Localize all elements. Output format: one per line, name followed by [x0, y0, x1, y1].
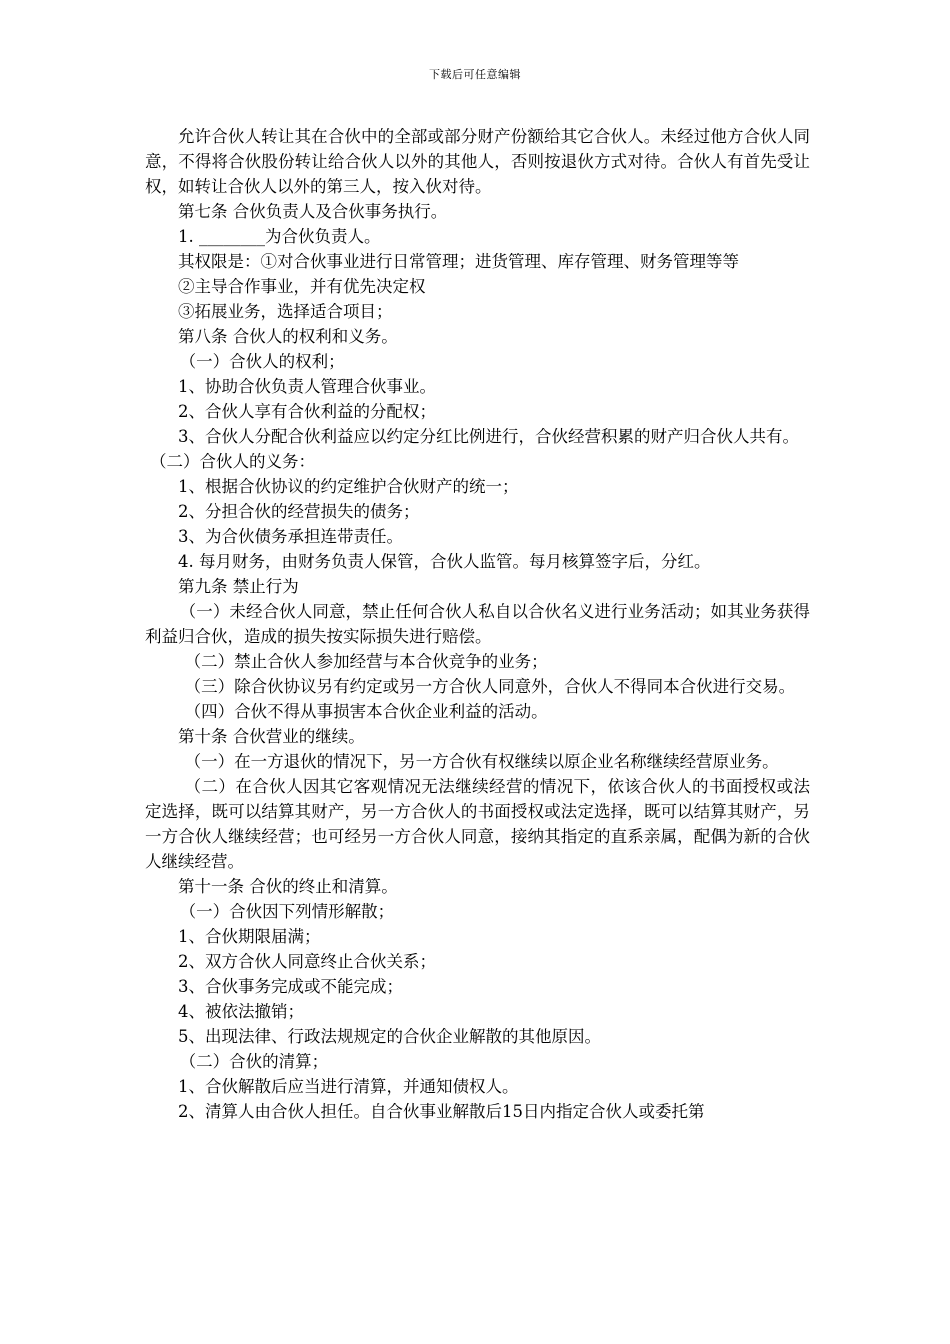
- article-8-heading: 第八条 合伙人的权利和义务。: [178, 327, 398, 346]
- list-item: （三）除合伙协议另有约定或另一方合伙人同意外，合伙人不得同本合伙进行交易。: [184, 677, 796, 696]
- article-11-heading: 第十一条 合伙的终止和清算。: [178, 877, 398, 896]
- list-item: ③拓展业务，选择适合项目；: [178, 302, 393, 321]
- section-heading: （二）合伙人的义务：: [149, 452, 315, 471]
- list-item: 4. 每月财务，由财务负责人保管，合伙人监管。每月核算签字后，分红。: [178, 552, 711, 571]
- list-item: （二）禁止合伙人参加经营与本合伙竞争的业务；: [184, 652, 548, 671]
- list-item: 1. ________为合伙负责人。: [178, 227, 381, 246]
- list-item: 1、根据合伙协议的约定维护合伙财产的统一；: [178, 477, 519, 496]
- section-heading: （一）合伙人的权利；: [179, 352, 345, 371]
- list-item: 5、出现法律、行政法规规定的合伙企业解散的其他原因。: [178, 1027, 601, 1046]
- section-heading: （一）合伙因下列情形解散；: [179, 902, 395, 921]
- article-9-heading: 第九条 禁止行为: [178, 577, 299, 596]
- list-item: 2、分担合伙的经营损失的债务；: [178, 502, 420, 521]
- paragraph-transfer: 允许合伙人转让其在合伙中的全部或部分财产份额给其它合伙人。未经过他方合伙人同意，不得将合伙股份转让给合伙人以外的其他人，否则按退伙方式对待。合伙人有首先受让权，如转让合伙人以外的第三人，按入伙对待。: [145, 127, 810, 196]
- list-item: 3、合伙人分配合伙利益应以约定分红比例进行，合伙经营积累的财产归合伙人共有。: [178, 427, 799, 446]
- list-item: 1、合伙解散后应当进行清算，并通知债权人。: [178, 1077, 519, 1096]
- paragraph-authority: 其权限是：①对合伙事业进行日常管理；进货管理、库存管理、财务管理等等: [178, 252, 739, 271]
- page-header: 下载后可任意编辑: [429, 68, 521, 81]
- document-body: [145, 124, 810, 1124]
- list-item: 4、被依法撤销；: [178, 1002, 304, 1021]
- list-item: 2、双方合伙人同意终止合伙关系；: [178, 952, 436, 971]
- list-item: 1、合伙期限届满；: [178, 927, 321, 946]
- list-item: 3、为合伙债务承担连带责任。: [178, 527, 403, 546]
- list-item: ②主导合作事业，并有优先决定权: [178, 277, 426, 296]
- article-10-heading: 第十条 合伙营业的继续。: [178, 727, 365, 746]
- list-item: （二）在合伙人因其它客观情况无法继续经营的情况下，依该合伙人的书面授权或法定选择，既可以结算其财产，另一方合伙人的书面授权或法定选择，既可以结算其财产，另一方合伙人继续经营；也可经另一方合伙人同意，接纳其指定的直系亲属，配偶为新的合伙人继续经营。: [145, 777, 810, 871]
- list-item: （一）在一方退伙的情况下，另一方合伙有权继续以原企业名称继续经营原业务。: [184, 752, 779, 771]
- list-item: （一）未经合伙人同意，禁止任何合伙人私自以合伙名义进行业务活动；如其业务获得利益归合伙，造成的损失按实际损失进行赔偿。: [145, 602, 810, 646]
- list-item: 3、合伙事务完成或不能完成；: [178, 977, 403, 996]
- article-7-heading: 第七条 合伙负责人及合伙事务执行。: [178, 202, 448, 221]
- list-item: 1、协助合伙负责人管理合伙事业。: [178, 377, 436, 396]
- list-item: 2、合伙人享有合伙利益的分配权；: [178, 402, 436, 421]
- list-item: （四）合伙不得从事损害本合伙企业利益的活动。: [184, 702, 548, 721]
- list-item: 2、清算人由合伙人担任。自合伙事业解散后15日内指定合伙人或委托第: [178, 1102, 705, 1121]
- section-heading: （二）合伙的清算；: [179, 1052, 329, 1071]
